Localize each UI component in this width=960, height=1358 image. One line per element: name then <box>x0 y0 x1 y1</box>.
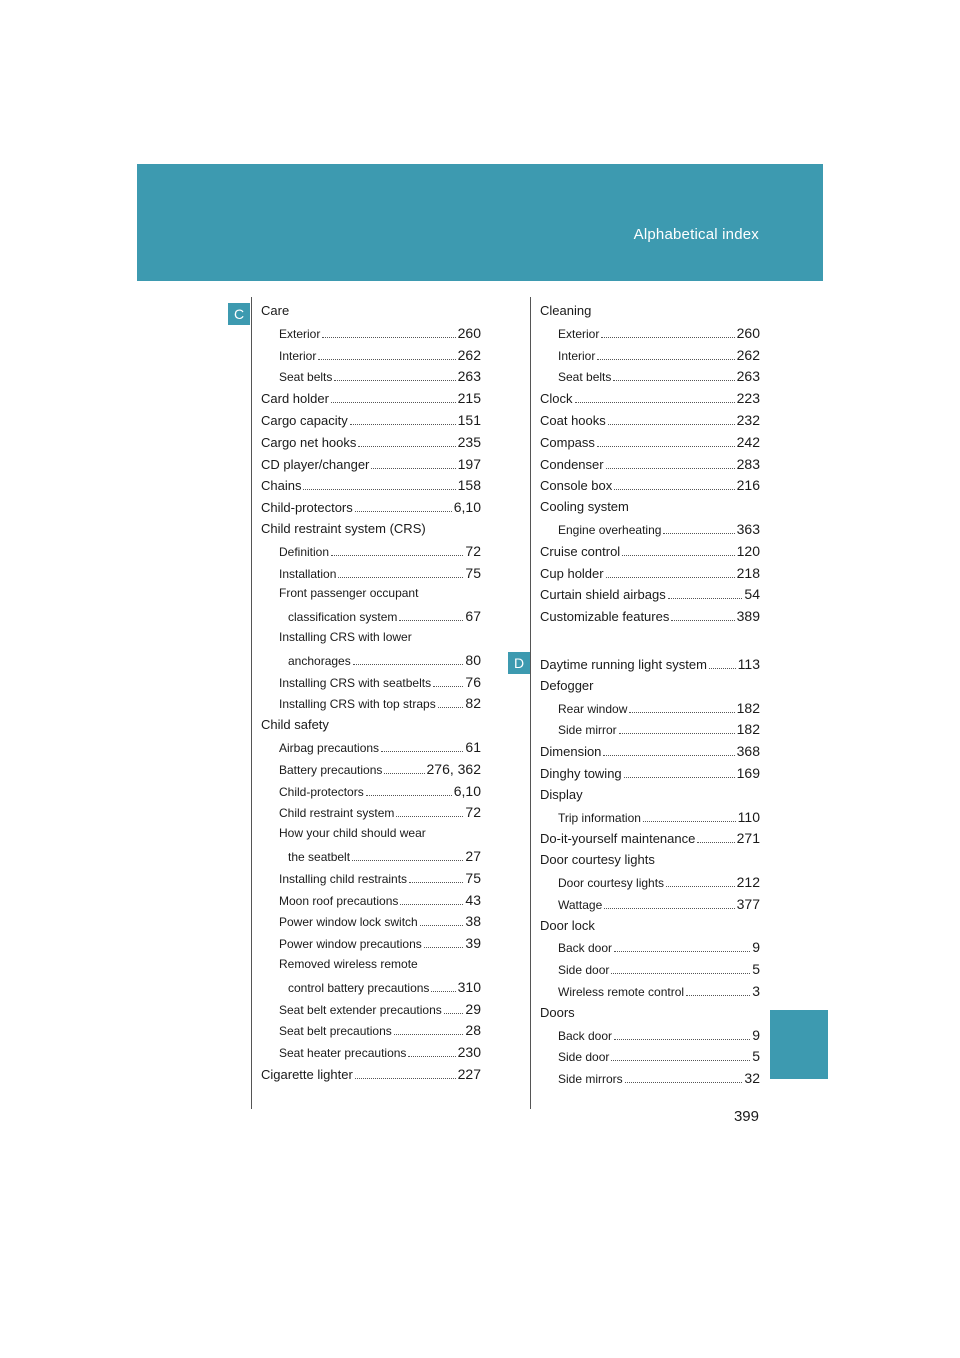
index-entry-page: 75 <box>465 564 481 581</box>
leader-dots <box>394 1034 464 1035</box>
index-entry-label: Customizable features <box>540 609 670 625</box>
page-number: 399 <box>733 1108 759 1125</box>
index-entry <box>540 477 760 499</box>
index-entry-label: Cruise control <box>540 543 621 559</box>
leader-dots <box>597 359 734 360</box>
index-entry-page: 363 <box>736 520 760 537</box>
leader-dots <box>303 489 455 490</box>
index-entry-page: 215 <box>457 390 481 407</box>
leader-dots <box>614 1039 750 1040</box>
index-entry <box>540 721 760 743</box>
index-entry-label: Back door <box>558 941 613 956</box>
index-entry <box>261 390 481 412</box>
index-entry <box>540 918 760 940</box>
index-entry-label: Card holder <box>261 391 329 407</box>
index-entry-page: 276, 362 <box>426 760 481 777</box>
leader-dots <box>575 402 735 403</box>
index-entry-page: 110 <box>737 808 760 825</box>
index-entry-label: Child-protectors <box>279 784 364 799</box>
index-entry <box>540 743 760 765</box>
index-entry-label: Door courtesy lights <box>558 875 665 890</box>
index-entry-label: Clock <box>540 391 573 407</box>
leader-dots <box>334 380 455 381</box>
index-entry <box>261 783 481 805</box>
leader-dots <box>671 620 734 621</box>
index-entry <box>261 1066 481 1088</box>
index-entry-page: 242 <box>736 433 760 450</box>
index-entry <box>540 434 760 456</box>
index-entry <box>261 892 481 914</box>
index-column-right <box>540 303 760 1092</box>
index-entry-label: classification system <box>288 610 398 625</box>
index-entry-label: Seat belts <box>279 370 333 385</box>
index-entry-page: 216 <box>736 477 760 494</box>
index-entry <box>540 303 760 325</box>
index-entry-page: 5 <box>752 1048 760 1065</box>
index-entry <box>261 695 481 717</box>
index-entry-page: 43 <box>465 891 481 908</box>
index-entry <box>540 896 760 918</box>
leader-dots <box>381 751 463 752</box>
leader-dots <box>606 577 735 578</box>
index-entry-page: 82 <box>465 695 481 712</box>
index-entry-page: 9 <box>752 939 760 956</box>
index-entry-label: How your child should wear <box>279 826 426 841</box>
index-entry-label: the seatbelt <box>288 849 351 864</box>
leader-dots <box>614 951 750 952</box>
index-entry-label: Curtain shield airbags <box>540 587 666 603</box>
index-entry-label: Condenser <box>540 456 604 472</box>
index-entry-page: 80 <box>465 651 481 668</box>
index-entry-label: Dinghy towing <box>540 765 622 781</box>
index-entry-label: CD player/changer <box>261 456 370 472</box>
leader-dots <box>597 446 735 447</box>
index-entry-page: 197 <box>457 455 481 472</box>
leader-dots <box>668 598 743 599</box>
index-entry-label: Power window precautions <box>279 937 422 952</box>
leader-dots <box>371 468 455 469</box>
index-entry <box>540 1027 760 1049</box>
index-entry <box>540 325 760 347</box>
leader-dots <box>604 908 734 909</box>
leader-dots <box>601 337 734 338</box>
index-entry-label: Cooling system <box>540 499 629 515</box>
index-entry-label: Installing CRS with top straps <box>279 697 436 712</box>
leader-dots <box>433 686 463 687</box>
index-entry-label: Installation <box>279 566 337 581</box>
index-entry <box>540 521 760 543</box>
index-entry <box>540 678 760 700</box>
index-entry-page: 260 <box>457 324 481 341</box>
index-entry-page: 235 <box>457 433 481 450</box>
index-entry-label: Console box <box>540 478 613 494</box>
side-tab <box>770 1010 828 1079</box>
index-entry <box>540 368 760 390</box>
index-entry-page: 263 <box>457 368 481 385</box>
leader-dots <box>611 1060 750 1061</box>
letter-tab-c: C <box>228 303 250 325</box>
leader-dots <box>358 446 455 447</box>
leader-dots <box>420 925 464 926</box>
index-entry-label: Wattage <box>558 897 603 912</box>
index-entry <box>261 717 481 739</box>
index-entry-page: 283 <box>736 455 760 472</box>
header-title: Alphabetical index <box>633 226 759 243</box>
leader-dots <box>431 991 455 992</box>
index-entry <box>540 874 760 896</box>
leader-dots <box>331 402 456 403</box>
index-entry-page: 67 <box>465 608 481 625</box>
index-entry-label: Cigarette lighter <box>261 1066 353 1082</box>
index-entry-label: control battery precautions <box>288 980 430 995</box>
index-entry-label: Compass <box>540 434 595 450</box>
index-entry-page: 28 <box>465 1022 481 1039</box>
index-entry-page: 120 <box>736 542 760 559</box>
index-entry-label: Door lock <box>540 917 595 933</box>
index-entry-page: 212 <box>736 873 760 890</box>
index-entry <box>261 565 481 587</box>
index-entry-label: Dimension <box>540 744 602 760</box>
index-entry-page: 218 <box>736 564 760 581</box>
index-entry-label: Power window lock switch <box>279 915 418 930</box>
index-entry-label: Exterior <box>279 326 321 341</box>
leader-dots <box>400 904 463 905</box>
index-entry <box>261 586 481 608</box>
index-entry <box>540 565 760 587</box>
leader-dots <box>409 882 463 883</box>
leader-dots <box>622 555 734 556</box>
index-entry-label: Seat belt extender precautions <box>279 1002 442 1017</box>
index-entry-page: 230 <box>457 1044 481 1061</box>
index-entry-page: 27 <box>465 847 481 864</box>
letter-tab-d: D <box>508 652 530 674</box>
index-entry-label: Interior <box>279 348 317 363</box>
leader-dots <box>614 489 734 490</box>
index-entry <box>261 979 481 1001</box>
index-entry-label: Battery precautions <box>279 762 383 777</box>
index-entry <box>540 1005 760 1027</box>
index-entry <box>261 674 481 696</box>
index-entry <box>261 652 481 674</box>
column-divider-right <box>530 297 531 1109</box>
index-entry-label: Cup holder <box>540 565 604 581</box>
index-entry-label: Cargo capacity <box>261 412 348 428</box>
leader-dots <box>322 337 455 338</box>
index-entry-page: 310 <box>457 978 481 995</box>
leader-dots <box>353 664 464 665</box>
index-entry <box>540 347 760 369</box>
index-entry-label: Care <box>261 303 290 318</box>
index-entry-page: 6,10 <box>453 782 481 799</box>
index-entry <box>540 961 760 983</box>
index-entry <box>261 848 481 870</box>
index-entry <box>261 412 481 434</box>
leader-dots <box>643 821 736 822</box>
index-entry <box>261 434 481 456</box>
leader-dots <box>366 795 452 796</box>
leader-dots <box>352 860 463 861</box>
index-entry <box>261 608 481 630</box>
index-entry-label: anchorages <box>288 653 351 668</box>
index-entry <box>540 390 760 412</box>
index-entry <box>540 543 760 565</box>
index-entry <box>540 1070 760 1092</box>
leader-dots <box>697 842 734 843</box>
index-entry-page: 182 <box>736 699 760 716</box>
index-entry <box>540 852 760 874</box>
leader-dots <box>619 733 735 734</box>
index-entry <box>261 935 481 957</box>
index-entry <box>261 761 481 783</box>
index-entry-page: 263 <box>736 368 760 385</box>
index-entry-label: Seat heater precautions <box>279 1046 407 1061</box>
index-entry <box>261 1044 481 1066</box>
index-entry <box>540 608 760 630</box>
index-entry-page: 169 <box>736 764 760 781</box>
leader-dots <box>666 886 735 887</box>
leader-dots <box>606 468 735 469</box>
leader-dots <box>355 511 452 512</box>
index-entry-label: Child safety <box>261 717 329 733</box>
index-entry-label: Engine overheating <box>558 522 662 537</box>
index-entry-page: 72 <box>465 804 481 821</box>
index-entry <box>261 521 481 543</box>
column-divider-left <box>251 297 252 1109</box>
index-entry-page: 38 <box>465 913 481 930</box>
index-entry-label: Rear window <box>558 701 628 716</box>
index-entry-label: Interior <box>558 348 596 363</box>
leader-dots <box>438 707 464 708</box>
index-entry <box>261 456 481 478</box>
index-entry-label: Child restraint system (CRS) <box>261 520 426 536</box>
index-entry-label: Trip information <box>558 810 641 825</box>
index-entry-label: Side door <box>558 1050 610 1065</box>
index-entry-label: Exterior <box>558 326 600 341</box>
index-entry <box>540 499 760 521</box>
leader-dots <box>424 947 464 948</box>
index-entry-page: 271 <box>736 830 760 847</box>
index-entry <box>261 499 481 521</box>
index-entry-label: Wireless remote control <box>558 984 685 999</box>
index-entry-label: Back door <box>558 1028 613 1043</box>
leader-dots <box>318 359 455 360</box>
index-entry <box>540 939 760 961</box>
index-entry-page: 5 <box>752 961 760 978</box>
index-entry <box>540 787 760 809</box>
index-entry-label: Installing child restraints <box>279 871 408 886</box>
index-entry-page: 232 <box>736 411 760 428</box>
index-entry-label: Defogger <box>540 677 594 693</box>
index-entry-label: Definition <box>279 544 330 559</box>
index-entry-page: 3 <box>752 982 760 999</box>
index-entry-page: 389 <box>736 608 760 625</box>
index-entry-label: Front passenger occupant <box>279 586 419 601</box>
index-entry <box>261 957 481 979</box>
index-entry <box>261 630 481 652</box>
index-entry <box>261 368 481 390</box>
leader-dots <box>686 995 750 996</box>
leader-dots <box>709 668 736 669</box>
leader-dots <box>603 755 734 756</box>
index-entry <box>261 477 481 499</box>
leader-dots <box>611 973 750 974</box>
index-entry-label: Doors <box>540 1004 575 1020</box>
index-entry-label: Daytime running light system <box>540 656 707 672</box>
index-entry-label: Child restraint system <box>279 806 395 821</box>
index-entry <box>261 826 481 848</box>
leader-dots <box>355 1078 456 1079</box>
index-entry-label: Display <box>540 786 583 802</box>
leader-dots <box>629 712 734 713</box>
index-entry-label: Cleaning <box>540 303 592 318</box>
leader-dots <box>608 424 735 425</box>
index-entry <box>540 983 760 1005</box>
leader-dots <box>624 777 735 778</box>
index-entry-page: 76 <box>465 673 481 690</box>
index-entry <box>261 543 481 565</box>
index-entry-page: 262 <box>736 346 760 363</box>
index-column-left <box>261 303 481 1088</box>
index-entry-label: Chains <box>261 478 302 494</box>
leader-dots <box>350 424 456 425</box>
index-entry-label: Installing CRS with seatbelts <box>279 675 432 690</box>
index-entry <box>540 586 760 608</box>
index-entry-page: 61 <box>465 738 481 755</box>
leader-dots <box>338 577 463 578</box>
index-entry-label: Airbag precautions <box>279 740 380 755</box>
index-entry-page: 32 <box>744 1070 760 1087</box>
index-entry <box>261 870 481 892</box>
index-entry <box>261 1022 481 1044</box>
index-entry-page: 182 <box>736 721 760 738</box>
index-entry <box>261 303 481 325</box>
index-entry-page: 368 <box>736 743 760 760</box>
index-entry-label: Seat belt precautions <box>279 1024 392 1039</box>
leader-dots <box>396 816 463 817</box>
index-entry-label: Side mirror <box>558 723 617 738</box>
leader-dots <box>408 1056 455 1057</box>
index-entry-label: Side mirrors <box>558 1072 623 1087</box>
index-entry-page: 151 <box>457 411 481 428</box>
index-entry-label: Side door <box>558 963 610 978</box>
leader-dots <box>384 773 424 774</box>
index-entry-page: 39 <box>465 935 481 952</box>
leader-dots <box>613 380 734 381</box>
leader-dots <box>399 620 463 621</box>
index-entry <box>261 1001 481 1023</box>
leader-dots <box>444 1013 464 1014</box>
index-entry-label: Installing CRS with lower <box>279 629 412 644</box>
index-entry-label: Seat belts <box>558 370 612 385</box>
index-entry <box>540 656 760 678</box>
index-entry-page: 158 <box>457 477 481 494</box>
index-entry <box>540 1048 760 1070</box>
index-entry <box>540 830 760 852</box>
index-entry <box>261 325 481 347</box>
index-entry <box>261 739 481 761</box>
index-entry <box>540 412 760 434</box>
index-entry-page: 227 <box>457 1065 481 1082</box>
index-entry-label: Coat hooks <box>540 412 606 428</box>
index-entry-page: 262 <box>457 346 481 363</box>
index-entry-page: 75 <box>465 869 481 886</box>
index-entry <box>540 765 760 787</box>
index-entry-label: Cargo net hooks <box>261 434 357 450</box>
index-entry-label: Door courtesy lights <box>540 852 655 868</box>
index-entry-label: Removed wireless remote <box>279 956 418 971</box>
index-entry-page: 377 <box>736 895 760 912</box>
leader-dots <box>625 1082 743 1083</box>
leader-dots <box>331 555 463 556</box>
index-entry-page: 72 <box>465 542 481 559</box>
header-band <box>137 164 823 281</box>
index-entry-label: Moon roof precautions <box>279 893 399 908</box>
index-entry-label: Child-protectors <box>261 500 353 516</box>
index-entry-label: Do-it-yourself maintenance <box>540 831 696 847</box>
index-entry <box>261 913 481 935</box>
index-entry-page: 29 <box>465 1000 481 1017</box>
index-entry-page: 6,10 <box>453 499 481 516</box>
index-entry-page: 54 <box>744 586 760 603</box>
index-entry-page: 223 <box>736 390 760 407</box>
index-entry <box>540 700 760 722</box>
index-entry-page: 260 <box>736 324 760 341</box>
index-entry <box>540 456 760 478</box>
leader-dots <box>663 533 734 534</box>
index-entry <box>540 809 760 831</box>
index-entry-page: 113 <box>737 655 760 672</box>
index-entry <box>261 804 481 826</box>
index-entry <box>261 347 481 369</box>
index-entry-page: 9 <box>752 1026 760 1043</box>
